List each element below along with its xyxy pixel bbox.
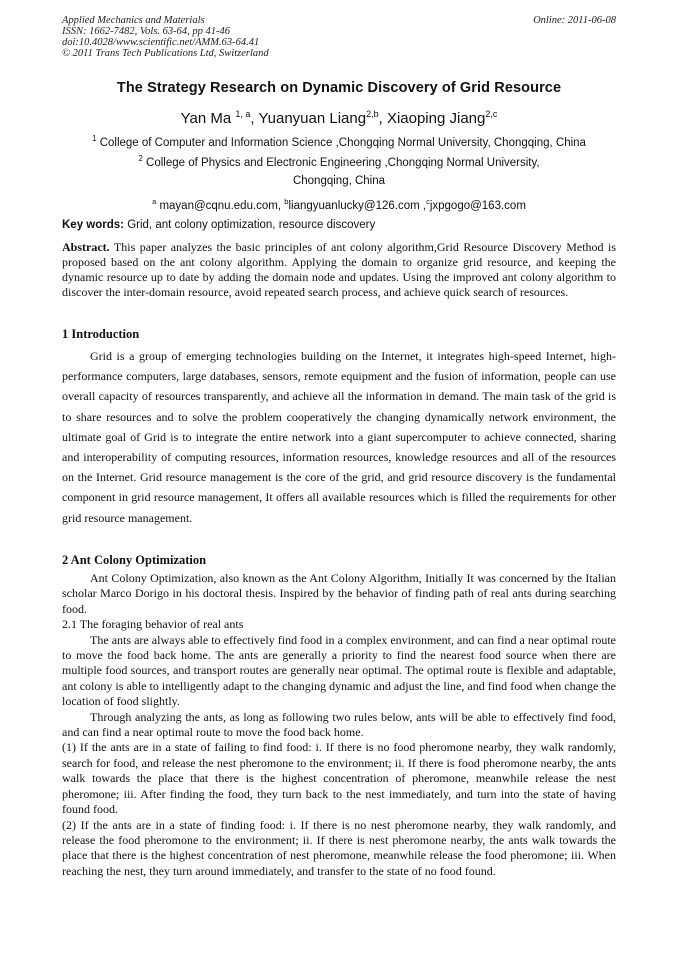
email-mark: a <box>152 197 157 206</box>
author-affiliation-mark: 2,b <box>366 109 379 119</box>
keywords <box>62 219 616 231</box>
author-list: Yan Ma $^{1, a}$, Yuanyuan Liang$^{2,b}$, Xiaoping Jiang$^{2,c}$ <box>180 109 498 127</box>
affiliation-2-city: Chongqing, China <box>292 175 386 187</box>
keywords-label: Key words: <box>62 219 124 231</box>
rule-2-paragraph: (2) If the ants are in a state of finding food: i. If there is no nest pheromone nearby, they walk randomly, and release the food pheromone to the environment; ii. If there is nest pheromone nearby, the ants walk towards the place that there is the highest concentration of nest pheromone, meanwhile release the food pheromone; iii. When reaching the nest, they turn around immediately, and transfer to the state of no food found. <box>62 817 616 878</box>
rules-intro-paragraph: Through analyzing the ants, as long as following two rules below, ants will be able to effectively find food, and can find a near optimal route to move the food back home. <box>62 709 616 740</box>
affiliation-2 <box>40 154 638 169</box>
section-heading-ant-colony: 2 Ant Colony Optimization <box>62 553 207 567</box>
copyright-line: © 2011 Trans Tech Publications Ltd, Switzerland <box>62 48 269 59</box>
ant-colony-intro: Ant Colony Optimization, also known as the Ant Colony Algorithm, Initially It was concerned by the Italian scholar Marco Dorigo in his doctoral thesis. Inspired by the behavior of finding path of real ants during searching food. <box>62 571 616 616</box>
affiliation-mark: 1 <box>92 134 97 143</box>
email-link[interactable]: liangyuanlucky@126.com , <box>288 199 427 212</box>
rule-1-paragraph: (1) If the ants are in a state of failing to find food: i. If there is no food pheromone nearby, they walk randomly, search for food, and release the nest pheromone to the environment; ii. If there is food pheromone nearby, the ants walk towards the place that there is the highest concentration of pheromone, meanwhile release the nest pheromone; iii. After finding the food, they turn back to the nest immediately, and turn into the state of having found food. <box>62 740 616 817</box>
email-mark: b <box>284 197 289 206</box>
email-mark: c <box>426 197 430 206</box>
affiliation-mark: 2 <box>138 154 143 163</box>
introduction-paragraph: Grid is a group of emerging technologies building on the Internet, it integrates high-speed Internet, high-performance computers, large databases, sensors, remote equipment and the fusion of information, people can use overall capacity of resources transparently, and achieve all the information in demand. The main task of the grid is to share resources and to solve the problem cooperatively the changing dynamically network environment, the ultimate goal of Grid is to integrate the entire network into a giant supercomputer to achieve connected, sharing and interoperability of computing resources, information resources, knowledge resources and all of the resources on the Internet. Grid resource management is the core of the grid, and grid resource discovery is the fundamental component in grid resource management, It offers all available resources which is filled the requirements for other grid resource management. <box>62 349 616 525</box>
author-affiliation-mark: 2,c <box>485 109 498 119</box>
author-affiliation-mark: 1, a <box>235 109 251 119</box>
author-name: Xiaoping Jiang <box>386 110 486 127</box>
affiliation-text: College of Physics and Electronic Engineering ,Chongqing Normal University, <box>146 156 540 169</box>
online-date: Online: 2011-06-08 <box>533 15 616 26</box>
section-heading-introduction: 1 Introduction <box>62 327 140 341</box>
author-name: Yuanyuan Liang <box>258 110 367 127</box>
affiliation-text: College of Computer and Information Science ,Chongqing Normal University, Chongqing, China <box>99 136 586 149</box>
ant-colony-body <box>62 571 616 879</box>
abstract <box>62 240 616 300</box>
author-emails <box>62 197 616 212</box>
abstract-text: This paper analyzes the basic principles of ant colony algorithm,Grid Resource Discovery Method is proposed based on the ant colony algorithm. Applying the domain to organize grid resource, and keeping the dynamic resource up to date by adding the domain node and updates. Using the improved ant colony algorithm to discover the inter-domain resource, avoid repeated search process, and achieve quick search of resources. <box>62 240 616 299</box>
paper-title: The Strategy Research on Dynamic Discovery of Grid Resource <box>116 80 562 96</box>
issn-line: ISSN: 1662-7482, Vols. 63-64, pp 41-46 <box>62 26 230 37</box>
foraging-paragraph: The ants are always able to effectively find food in a complex environment, and can find a near optimal route to move the food back home. The ants are generally a priority to find the nearest food source when there are multiple food sources, and transport routes are generally near optimal. The optimal route is flexible and adaptable, ant colony is able to intelligently adapt to the changing dynamic and adjust the line, and find food when change the location of food slightly. <box>62 632 616 709</box>
email-link[interactable]: jxpgogo@163.com <box>429 199 526 212</box>
journal-name: Applied Mechanics and Materials <box>62 15 205 26</box>
journal-header <box>62 15 616 59</box>
author-name: Yan Ma <box>180 110 232 127</box>
keywords-text: Grid, ant colony optimization, resource discovery <box>127 219 376 231</box>
email-link[interactable]: mayan@cqnu.edu.com, <box>159 199 282 212</box>
subsection-heading: 2.1 The foraging behavior of real ants <box>62 617 244 632</box>
affiliation-1 <box>40 134 638 149</box>
doi-line: doi:10.4028/www.scientific.net/AMM.63-64.41 <box>62 37 260 48</box>
abstract-label: Abstract. <box>62 240 110 254</box>
